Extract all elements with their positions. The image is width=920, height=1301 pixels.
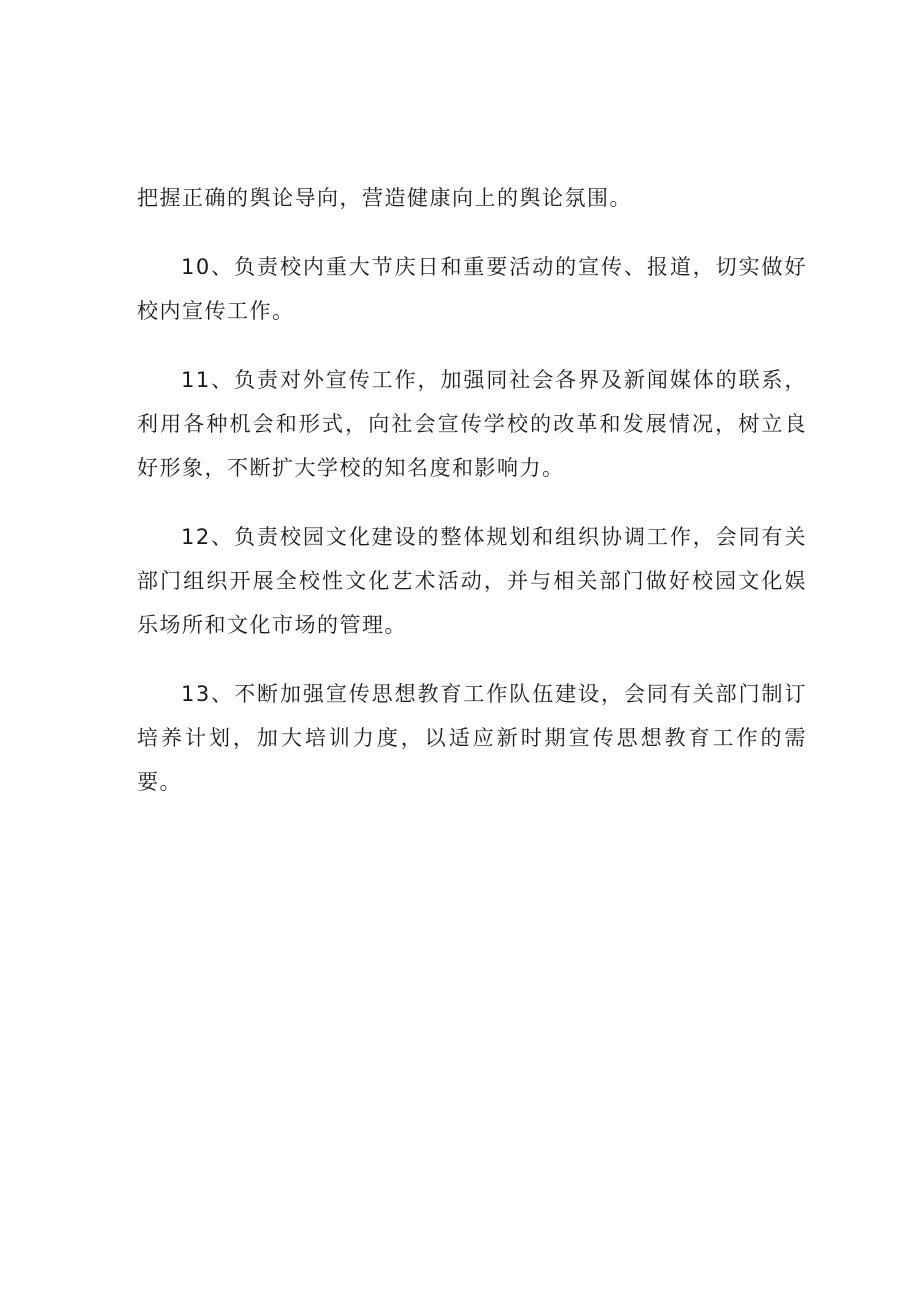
paragraph-item-11: 11、负责对外宣传工作，加强同社会各界及新闻媒体的联系，利用各种机会和形式，向社会宣传学校的改革和发展情况，树立良好形象，不断扩大学校的知名度和影响力。 bbox=[137, 368, 807, 480]
document-body bbox=[137, 186, 807, 829]
paragraph-item-13: 13、不断加强宣传思想教育工作队伍建设，会同有关部门制订培养计划，加大培训力度，以适应新时期宣传思想教育工作的需要。 bbox=[137, 682, 807, 794]
paragraph-item-10: 10、负责校内重大节庆日和重要活动的宣传、报道，切实做好校内宣传工作。 bbox=[137, 255, 807, 323]
paragraph-continuation: 把握正确的舆论导向，营造健康向上的舆论氛围。 bbox=[137, 186, 632, 210]
paragraph-item-12: 12、负责校园文化建设的整体规划和组织协调工作，会同有关部门组织开展全校性文化艺术活动，并与相关部门做好校园文化娱乐场所和文化市场的管理。 bbox=[137, 525, 807, 637]
